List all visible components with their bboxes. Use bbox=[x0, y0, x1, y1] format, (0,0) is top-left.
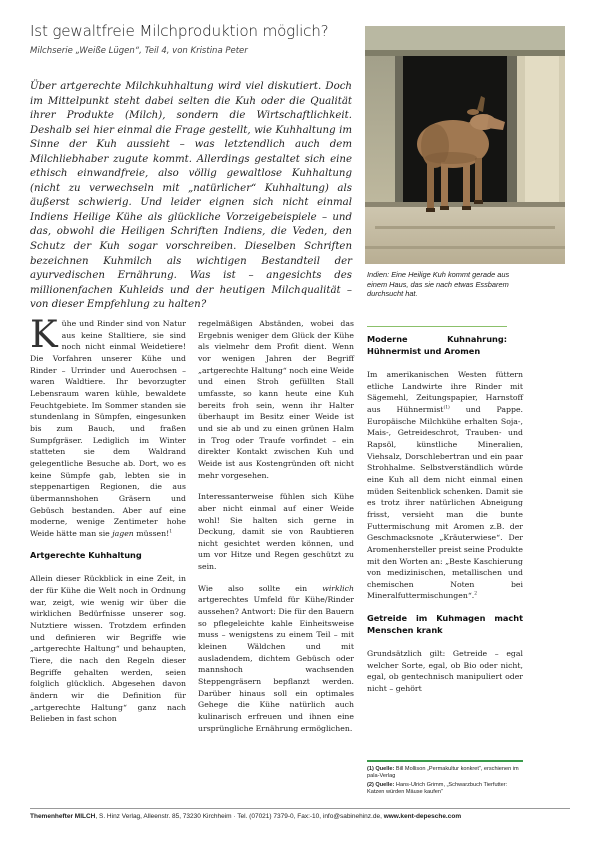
section-heading: Moderne Kuhnahrung: Hühnermist und Aromen bbox=[367, 326, 507, 357]
footnote-2 bbox=[367, 782, 523, 796]
paragraph: regelmäßigen Abständen, wobei das Ergebnis weniger dem Glück der Kühe als vielmehr dem Profit dient. Wenn vor wenigen Jahren der Begriff „artgerechte Haltung“ noch eine Weide und einen Stroh gefüllten Stall umfasste, so kann heute eine Kuh bereits froh sein, wenn ihr Halter überhaupt im Besitz einer Weide ist und sie ab und zu einen grünen Halm in Trog oder Traufe vorfindet – ein direkter Kontakt zwischen Kuh und Weide ist aus Kostengründen oft nicht mehr vorgesehen. bbox=[198, 319, 354, 480]
emphasis: jagen bbox=[112, 528, 134, 538]
paragraph bbox=[198, 583, 354, 735]
article-title: Ist gewaltfreie Milchproduktion möglich? bbox=[30, 22, 329, 40]
footnote-ref: 1 bbox=[169, 529, 173, 535]
footer-text: , S. Hinz Verlag, Alleenstr. 85, 73230 Kirchheim · Tel. (07021) 7379-0, Fax:-10, info@sabinehinz.de, bbox=[95, 813, 384, 820]
paragraph-text: Im amerikanischen Westen füttern etliche Landwirte ihre Rinder mit Sägemehl, Zeitungspapier, Harnstoff aus Hühnermist bbox=[367, 370, 523, 414]
emphasis: wirklich bbox=[322, 583, 354, 593]
page-footer bbox=[30, 808, 570, 820]
footnote-label: (2) Quelle: bbox=[367, 782, 395, 788]
paragraph bbox=[30, 313, 186, 539]
footnote-ref: (1) bbox=[443, 405, 450, 411]
cow-illustration bbox=[365, 26, 565, 264]
footnote-1 bbox=[367, 766, 523, 780]
paragraph-text: und Pappe. Europäische Milchkühe erhalten Soja-, Mais-, Getreideschrot, Trauben- und Rapsöl, künstliche Mineralien, Viehsalz, Dorschlebertran und ein paar Strohhalme. Selbstverständlich würde eine Kuh all dem nicht einmal einen müden Seitenblick schenken. Damit sie es trotz ihrer natürlichen Abneigung frisst, versieht man die bunte Futtermischung mit Aromen z.B. der Geschmacksnote „Kräuterwiese“. Der Aromenhersteller preist seine Produkte mit den Worten an: „Beste Kaschierung von medizinischen, metallischen und chemischen Noten bei Mineralfuttermischungen“. bbox=[367, 404, 523, 601]
paragraph-text: artgerechtes Umfeld für Kühe/Rinder aussehen? Antwort: Die für den Bauern so pflegeleichte kahle Einheitsweise muss – wenigstens zu einem Teil – mit kleinen Wäldchen und mit ausladendem, dichtem Gebüsch oder mannshoch wachsenden Steppengräsern bepflanzt werden. Darüber hinaus soll ein optimales Gehege die Kühe natürlich auch kulinarisch erfreuen und ihnen eine ursprüngliche Ernährung ermöglichen. bbox=[198, 595, 354, 733]
article-subtitle: Milchserie „Weiße Lügen“, Teil 4, von Kristina Peter bbox=[30, 46, 248, 56]
section-heading: Getreide im Kuhmagen macht Menschen krank bbox=[367, 613, 523, 636]
footnotes bbox=[367, 760, 523, 798]
footnote-ref: 2 bbox=[474, 591, 478, 597]
paragraph-text: Wie also sollte ein bbox=[198, 583, 323, 593]
article-intro: Über artgerechte Milchkuhhaltung wird viel diskutiert. Doch im Mittelpunkt steht dabei selten die Kuh oder die Qualität ihrer Produkte (Milch), sondern die Wirtschaftlichkeit. Deshalb sei hier einmal die Frage gestellt, wie Kuhhaltung im Sinne der Kuh aussieht – was letztendlich auch dem Milchliebhaber zugute kommt. Allerdings gestaltet sich eine ethisch einwandfreie, also völlig gewaltlose Kuhhaltung (nicht zu verwechseln mit „natürlicher“ Kuhhaltung) als äußerst schwierig. Und leider eignen sich nicht einmal Indiens Heilige Kühe als glückliche Vorzeigebeispiele – und das, obwohl die Heiligen Schriften Indiens, die Veden, den Schutz der Kuh sogar vorschreiben. Dieselben Schriften bezeichnen Kuhmilch als wichtigen Bestandteil der ayurvedischen Ernährung. Was ist – angesichts des millionenfachen Kuhleids und der heutigen Milchqualität – von dieser Empfehlung zu halten? bbox=[30, 81, 352, 311]
footer-url: www.kent-depesche.com bbox=[383, 813, 462, 820]
article-column-2 bbox=[198, 318, 354, 744]
image-caption: Indien: Eine Heilige Kuh kommt gerade aus einem Haus, das sie nach etwas Essbarem durchsucht hat. bbox=[367, 270, 510, 298]
footnote-label: (1) Quelle: bbox=[367, 766, 395, 772]
paragraph-text: ühe und Rinder sind von Natur aus keine Stalltiere, sie sind noch nicht einmal Weidetiere! Die Vorfahren unserer Kühe und Rinder – Urrinder und Auerochsen – waren Waldtiere. Ihr bevorzugter Lebensraum waren kühle, bewaldete Feuchtgebiete. Im Sommer standen sie stundenlang in Sümpfen, eingesunken bis zum Bauch, und fraßen Sumpfgräser. Lediglich im Winter statteten sie dem Waldrand gelegentliche Besuche ab. Dort, wo es keine Sümpfe gab, lebten sie in steppenartigen Regionen, die aus übermannshohen Gräsern und Gebüsch bestanden. Aber auf eine moderne, wenige Zentimeter hohe Weide hätte man sie bbox=[30, 319, 186, 538]
paragraph: Grundsätzlich gilt: Getreide – egal welcher Sorte, egal, ob Bio oder nicht, egal, ob gentechnisch manipuliert oder nicht – gehört bbox=[367, 649, 523, 694]
article-column-3 bbox=[367, 320, 523, 705]
paragraph-text: müssen! bbox=[133, 528, 170, 538]
footnote-text: Hans-Ulrich Grimm, „Schwarzbuch Tierfutter: Katzen würden Mäuse kaufen“ bbox=[367, 782, 508, 795]
paragraph: Interessanterweise fühlen sich Kühe aber nicht einmal auf einer Weide wohl! Sie halten sich gerne in Deckung, damit sie von Raubtieren nicht gesichtet werden können, und um vor Hitze und Regen geschützt zu sein. bbox=[198, 492, 354, 572]
paragraph bbox=[367, 369, 523, 602]
cow-photo bbox=[365, 26, 565, 264]
footer-brand: Themenhefter MILCH bbox=[30, 813, 96, 820]
article-column-1 bbox=[30, 313, 186, 735]
footnote-text: Bill Mollison „Permakultur konkret“, erschienen im pala-Verlag bbox=[367, 766, 519, 779]
section-heading: Artgerechte Kuhhaltung bbox=[30, 550, 142, 561]
drop-cap: K bbox=[30, 313, 58, 356]
paragraph: Allein dieser Rückblick in eine Zeit, in der für Kühe die Welt noch in Ordnung war, zeigt, wie wenig wir über die wirklichen Bedürfnisse unserer sog. Nutztiere wissen. Trotzdem erfinden und definieren wir Begriffe wie „artgerechte Haltung“ und behaupten, Tiere, die nach den Regeln dieser Begriffe gehalten werden, seien folglich glücklich. Abgesehen davon ändern wir die Definition für „artgerechte Haltung“ ganz nach Belieben in fast schon bbox=[30, 574, 186, 724]
